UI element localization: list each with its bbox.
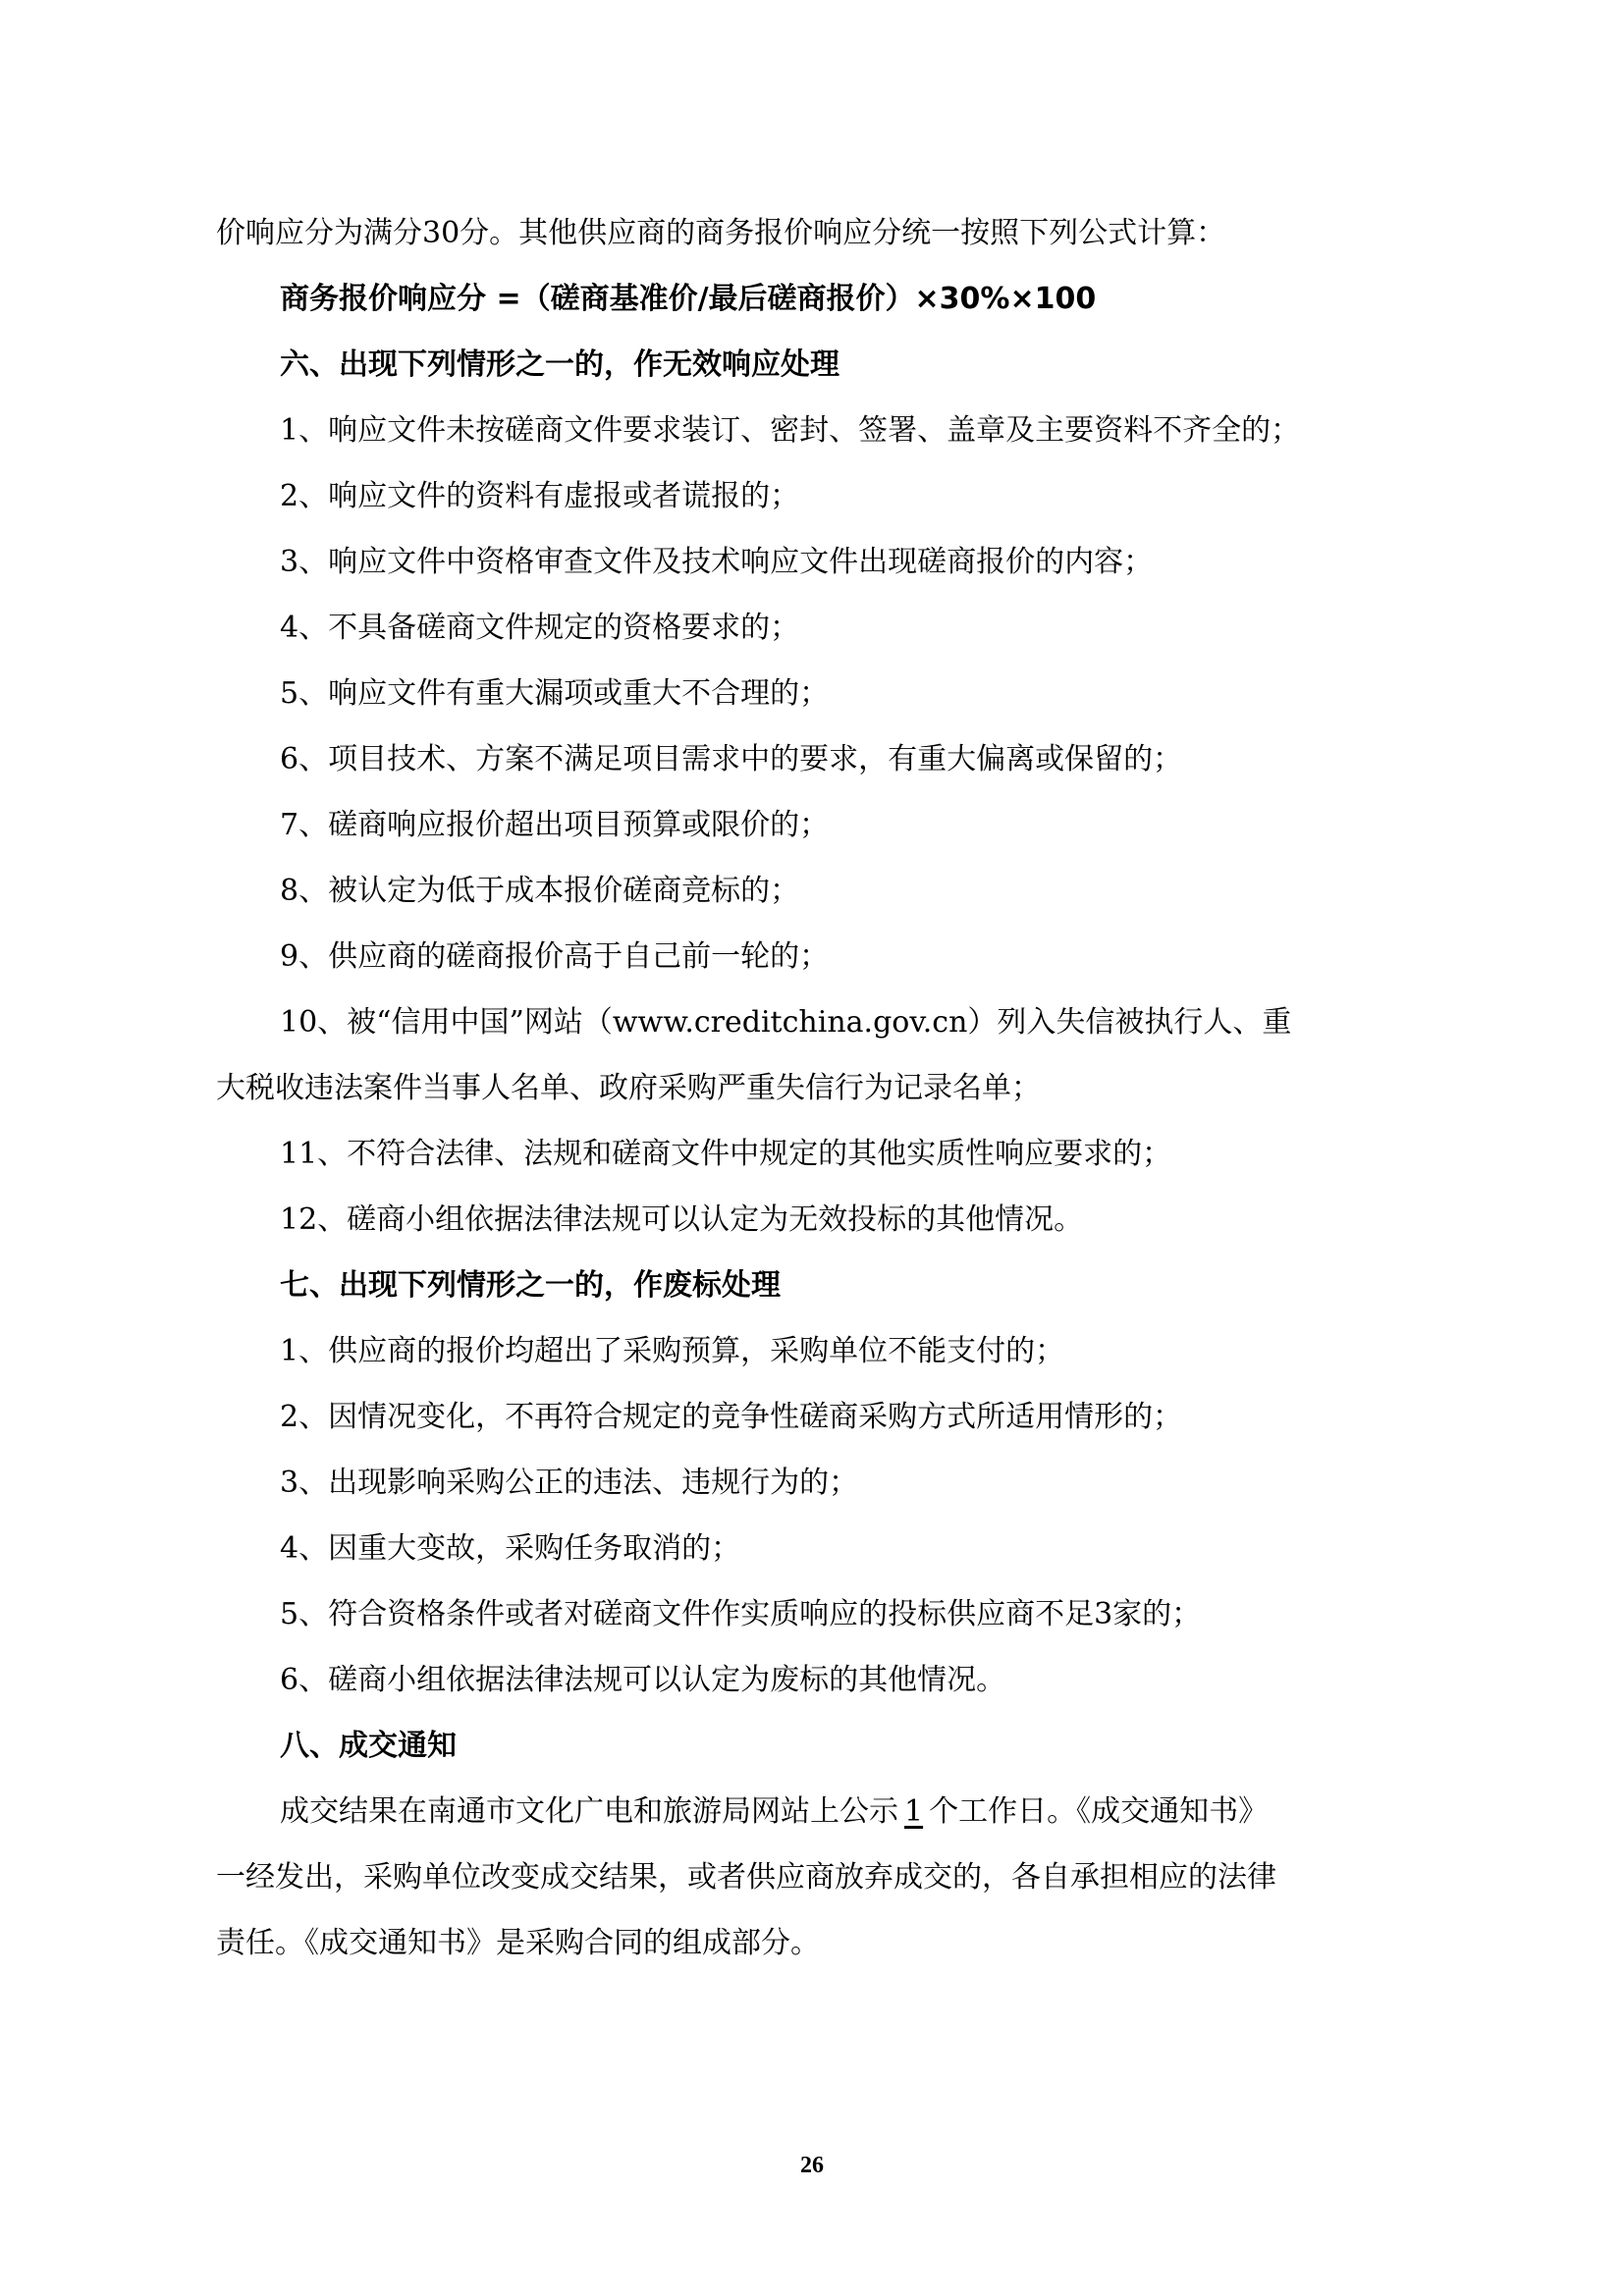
list-item: 8、被认定为低于成本报价磋商竞标的； <box>280 874 800 908</box>
list-item: 10、被“信用中国”网站（www.creditchina.gov.cn）列入失信被执行人、重 <box>280 1005 1292 1040</box>
list-item: 5、符合资格条件或者对磋商文件作实质响应的投标供应商不足3家的； <box>280 1597 1202 1631</box>
list-item: 9、供应商的磋商报价高于自己前一轮的； <box>280 939 830 974</box>
award-notice-line: 责任。《成交通知书》是采购合同的组成部分。 <box>216 1926 820 1960</box>
list-item: 2、响应文件的资料有虚报或者谎报的； <box>280 479 800 513</box>
list-item: 12、磋商小组依据法律法规可以认定为无效投标的其他情况。 <box>280 1202 1084 1237</box>
list-item: 1、供应商的报价均超出了采购预算，采购单位不能支付的； <box>280 1334 1065 1368</box>
section-heading-award-notice: 八、成交通知 <box>280 1729 457 1763</box>
publicity-days: 1 <box>904 1794 924 1829</box>
list-item: 11、不符合法律、法规和磋商文件中规定的其他实质性响应要求的； <box>280 1137 1172 1171</box>
list-item: 3、出现影响采购公正的违法、违规行为的； <box>280 1466 859 1500</box>
list-item: 4、不具备磋商文件规定的资格要求的； <box>280 611 800 645</box>
page-number: 26 <box>800 2153 824 2178</box>
list-item-continuation: 大税收违法案件当事人名单、政府采购严重失信行为记录名单； <box>216 1071 1041 1105</box>
list-item: 6、磋商小组依据法律法规可以认定为废标的其他情况。 <box>280 1663 1006 1697</box>
list-item: 7、磋商响应报价超出项目预算或限价的； <box>280 808 830 842</box>
award-text-after: 个工作日。《成交通知书》 <box>929 1794 1269 1829</box>
award-notice-line: 一经发出，采购单位改变成交结果，或者供应商放弃成交的，各自承担相应的法律 <box>216 1860 1276 1895</box>
list-item: 4、因重大变故，采购任务取消的； <box>280 1531 741 1566</box>
paragraph-continuation: 价响应分为满分30分。其他供应商的商务报价响应分统一按照下列公式计算： <box>216 216 1226 250</box>
list-item: 1、响应文件未按磋商文件要求装订、密封、签署、盖章及主要资料不齐全的； <box>280 413 1301 448</box>
list-item: 6、项目技术、方案不满足项目需求中的要求，有重大偏离或保留的； <box>280 742 1183 776</box>
section-heading-invalid-response: 六、出现下列情形之一的，作无效响应处理 <box>280 347 839 382</box>
section-heading-bid-void: 七、出现下列情形之一的，作废标处理 <box>280 1268 781 1303</box>
award-notice-line <box>280 1792 1424 1832</box>
formula-line: 商务报价响应分 =（磋商基准价/最后磋商报价）×30%×100 <box>280 282 1097 316</box>
list-item: 3、响应文件中资格审查文件及技术响应文件出现磋商报价的内容； <box>280 545 1154 579</box>
list-item: 5、响应文件有重大漏项或重大不合理的； <box>280 676 830 711</box>
award-text-before: 成交结果在南通市文化广电和旅游局网站上公示 <box>280 1794 898 1829</box>
list-item: 2、因情况变化，不再符合规定的竞争性磋商采购方式所适用情形的； <box>280 1400 1183 1434</box>
